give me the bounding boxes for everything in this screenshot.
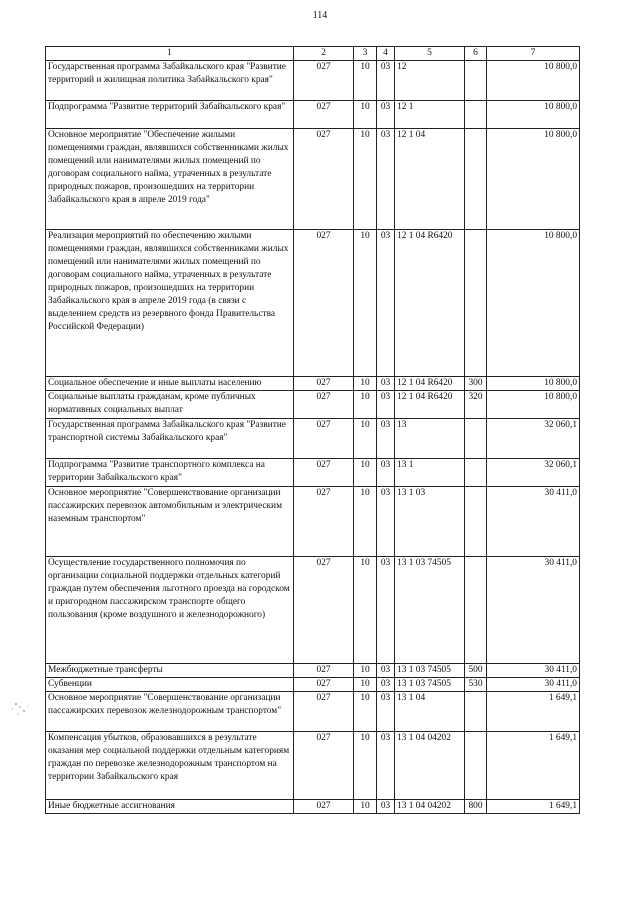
row-target-code: 12 1 [395, 101, 465, 129]
row-subsection: 03 [377, 692, 395, 732]
row-subsection: 03 [377, 459, 395, 487]
table-row [46, 678, 580, 692]
row-section: 10 [354, 377, 377, 391]
budget-table [45, 46, 580, 814]
row-subsection: 03 [377, 557, 395, 664]
row-target-code: 12 1 04 [395, 129, 465, 230]
row-subsection: 03 [377, 230, 395, 377]
row-admin-code: 027 [294, 487, 354, 557]
row-amount: 10 800,0 [487, 129, 580, 230]
row-admin-code: 027 [294, 557, 354, 664]
table-row [46, 664, 580, 678]
row-subsection: 03 [377, 487, 395, 557]
row-subsection: 03 [377, 391, 395, 419]
row-amount: 32 060,1 [487, 459, 580, 487]
row-amount: 10 800,0 [487, 101, 580, 129]
row-name: Социальное обеспечение и иные выплаты населению [46, 377, 294, 391]
row-expense-type [465, 419, 487, 459]
row-target-code: 13 1 04 [395, 692, 465, 732]
row-target-code: 12 [395, 61, 465, 101]
table-row [46, 800, 580, 814]
row-subsection: 03 [377, 377, 395, 391]
row-name: Основное мероприятие "Совершенствование организации пассажирских перевозок железнодорожным транспортом" [46, 692, 294, 732]
table-row [46, 459, 580, 487]
row-target-code: 13 1 03 74505 [395, 557, 465, 664]
row-amount: 30 411,0 [487, 664, 580, 678]
row-admin-code: 027 [294, 678, 354, 692]
row-target-code: 13 1 [395, 459, 465, 487]
table-row [46, 61, 580, 101]
row-amount: 1 649,1 [487, 732, 580, 800]
table-row [46, 487, 580, 557]
col-header-name: 1 [46, 47, 294, 61]
page-number: 114 [312, 10, 328, 21]
row-expense-type: 500 [465, 664, 487, 678]
row-admin-code: 027 [294, 377, 354, 391]
row-target-code: 13 1 03 [395, 487, 465, 557]
row-target-code: 13 1 04 04202 [395, 732, 465, 800]
row-section: 10 [354, 692, 377, 732]
row-target-code: 12 1 04 R6420 [395, 391, 465, 419]
row-amount: 10 800,0 [487, 61, 580, 101]
row-name: Государственная программа Забайкальского края "Развитие транспортной системы Забайкальского края" [46, 419, 294, 459]
row-expense-type [465, 732, 487, 800]
col-header-expense-type: 6 [465, 47, 487, 61]
row-amount: 32 060,1 [487, 419, 580, 459]
table-row [46, 419, 580, 459]
row-amount: 30 411,0 [487, 487, 580, 557]
row-expense-type [465, 101, 487, 129]
table-row [46, 230, 580, 377]
row-section: 10 [354, 230, 377, 377]
row-section: 10 [354, 678, 377, 692]
row-expense-type [465, 129, 487, 230]
row-name: Подпрограмма "Развитие территорий Забайкальского края" [46, 101, 294, 129]
row-admin-code: 027 [294, 459, 354, 487]
row-section: 10 [354, 459, 377, 487]
row-target-code: 12 1 04 R6420 [395, 230, 465, 377]
col-header-amount: 7 [487, 47, 580, 61]
row-admin-code: 027 [294, 664, 354, 678]
scan-speck-marks [6, 700, 40, 720]
row-admin-code: 027 [294, 692, 354, 732]
row-target-code: 13 1 03 74505 [395, 664, 465, 678]
row-target-code: 13 [395, 419, 465, 459]
row-amount: 10 800,0 [487, 377, 580, 391]
header-row [46, 47, 580, 61]
row-amount: 10 800,0 [487, 230, 580, 377]
table-row [46, 692, 580, 732]
table-row [46, 732, 580, 800]
row-name: Социальные выплаты гражданам, кроме публичных нормативных социальных выплат [46, 391, 294, 419]
col-header-admin: 2 [294, 47, 354, 61]
row-section: 10 [354, 101, 377, 129]
row-admin-code: 027 [294, 101, 354, 129]
row-name: Субвенции [46, 678, 294, 692]
row-name: Межбюджетные трансферты [46, 664, 294, 678]
table-row [46, 377, 580, 391]
row-section: 10 [354, 419, 377, 459]
row-admin-code: 027 [294, 391, 354, 419]
row-subsection: 03 [377, 800, 395, 814]
row-expense-type: 320 [465, 391, 487, 419]
row-admin-code: 027 [294, 129, 354, 230]
row-subsection: 03 [377, 101, 395, 129]
row-subsection: 03 [377, 61, 395, 101]
row-amount: 1 649,1 [487, 692, 580, 732]
row-name: Государственная программа Забайкальского края "Развитие территорий и жилищная политика Забайкальского края" [46, 61, 294, 101]
row-admin-code: 027 [294, 61, 354, 101]
row-admin-code: 027 [294, 419, 354, 459]
row-expense-type [465, 692, 487, 732]
col-header-target: 5 [395, 47, 465, 61]
row-section: 10 [354, 391, 377, 419]
row-name: Осуществление государственного полномочия по организации социальной поддержки отдельных категорий граждан путем обеспечения льготного проезда на городском и пригородном пассажирском транспорте общего пользования (кроме воздушного и железнодорожного) [46, 557, 294, 664]
row-section: 10 [354, 664, 377, 678]
table-row [46, 557, 580, 664]
row-section: 10 [354, 732, 377, 800]
table-row [46, 391, 580, 419]
row-target-code: 12 1 04 R6420 [395, 377, 465, 391]
row-expense-type: 800 [465, 800, 487, 814]
row-admin-code: 027 [294, 732, 354, 800]
row-section: 10 [354, 557, 377, 664]
row-amount: 30 411,0 [487, 557, 580, 664]
row-expense-type [465, 230, 487, 377]
row-name: Иные бюджетные ассигнования [46, 800, 294, 814]
row-target-code: 13 1 03 74505 [395, 678, 465, 692]
row-expense-type [465, 557, 487, 664]
row-amount: 30 411,0 [487, 678, 580, 692]
row-admin-code: 027 [294, 230, 354, 377]
col-header-section: 3 [354, 47, 377, 61]
row-amount: 10 800,0 [487, 391, 580, 419]
row-expense-type [465, 459, 487, 487]
row-name: Основное мероприятие "Обеспечение жилыми помещениями граждан, являвшихся собственниками жилых помещений или нанимателями жилых помещений по договорам социального найма, утраченных в результате природных пожаров, произошедших на территории Забайкальского края в апреле 2019 года" [46, 129, 294, 230]
row-section: 10 [354, 61, 377, 101]
row-name: Реализация мероприятий по обеспечению жилыми помещениями граждан, являвшихся собственниками жилых помещений или нанимателями жилых помещений по договорам социального найма, утраченных в результате природных пожаров, произошедших на территории Забайкальского края в апреле 2019 года (в связи с выделением средств из резервного фонда Правительства Российской Федерации) [46, 230, 294, 377]
col-header-subsection: 4 [377, 47, 395, 61]
row-subsection: 03 [377, 129, 395, 230]
row-expense-type [465, 61, 487, 101]
row-name: Подпрограмма "Развитие транспортного комплекса на территории Забайкальского края" [46, 459, 294, 487]
row-admin-code: 027 [294, 800, 354, 814]
row-subsection: 03 [377, 732, 395, 800]
row-section: 10 [354, 800, 377, 814]
row-subsection: 03 [377, 419, 395, 459]
row-subsection: 03 [377, 664, 395, 678]
row-expense-type [465, 487, 487, 557]
row-amount: 1 649,1 [487, 800, 580, 814]
row-target-code: 13 1 04 04202 [395, 800, 465, 814]
row-expense-type: 530 [465, 678, 487, 692]
row-section: 10 [354, 487, 377, 557]
table-row [46, 101, 580, 129]
row-name: Компенсация убытков, образовавшихся в результате оказания мер социальной поддержки отдельным категориям граждан по перевозке железнодорожным транспортом на территории Забайкальского края [46, 732, 294, 800]
row-name: Основное мероприятие "Совершенствование организации пассажирских перевозок автомобильным и электрическим наземным транспортом" [46, 487, 294, 557]
row-subsection: 03 [377, 678, 395, 692]
table-row [46, 129, 580, 230]
row-section: 10 [354, 129, 377, 230]
row-expense-type: 300 [465, 377, 487, 391]
